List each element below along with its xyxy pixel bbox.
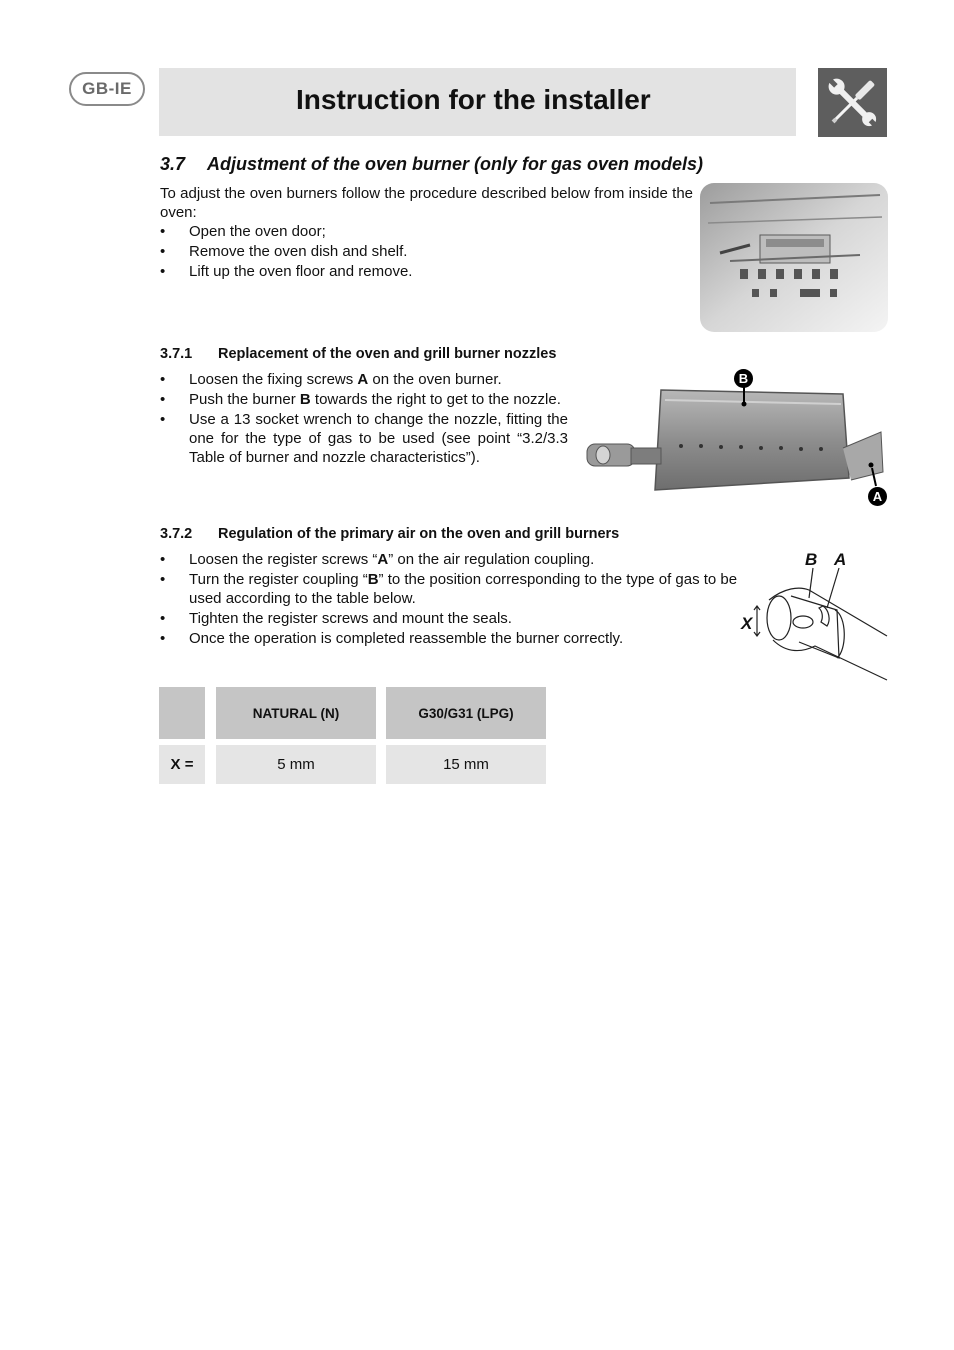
- section-intro-block: [160, 184, 693, 282]
- section-heading: [160, 154, 703, 175]
- diagram-label-a: A: [834, 550, 847, 569]
- table-header-cell: G30/G31 (LPG): [386, 687, 546, 739]
- list-item: • Tighten the register screws and mount the seals.: [160, 609, 742, 628]
- list-item: • Lift up the oven floor and remove.: [160, 262, 693, 281]
- list-item: • Turn the register coupling “B” to the position corresponding to the type of gas to be used according to the table below.: [160, 570, 742, 608]
- list-item: • Remove the oven dish and shelf.: [160, 242, 693, 261]
- callout-b: B: [734, 369, 753, 388]
- subsection-heading-3-7-1: [160, 346, 556, 362]
- section-title: Adjustment of the oven burner (only for gas oven models): [207, 154, 704, 174]
- subsection-number: 3.7.1: [160, 346, 193, 362]
- table-cell: 5 mm: [216, 745, 376, 784]
- list-item: • Open the oven door;: [160, 222, 693, 241]
- section-intro: To adjust the oven burners follow the procedure described below from inside the oven:: [160, 185, 693, 221]
- table-header-cell: NATURAL (N): [216, 687, 376, 739]
- nozzle-replacement-steps: [160, 370, 568, 468]
- diagram-label-b: B: [805, 550, 818, 569]
- language-badge: [69, 72, 145, 106]
- list-item: • Loosen the register screws “A” on the air regulation coupling.: [160, 550, 742, 569]
- list-item: • Loosen the fixing screws A on the oven burner.: [160, 370, 568, 389]
- list-item: • Once the operation is completed reassemble the burner correctly.: [160, 629, 742, 648]
- page-title: Instruction for the installer: [296, 84, 651, 115]
- subsection-title: Replacement of the oven and grill burner nozzles: [218, 346, 557, 362]
- subsection-number: 3.7.2: [160, 526, 193, 542]
- wrench-screwdriver-icon: [818, 68, 887, 137]
- primary-air-steps: [160, 550, 742, 649]
- diagram-label-x: X: [741, 614, 753, 633]
- oven-burner-photo: [581, 368, 888, 508]
- oven-interior-photo: [700, 183, 888, 332]
- table-header-cell: [159, 687, 205, 739]
- air-coupling-diagram: [739, 550, 889, 686]
- list-item: • Push the burner B towards the right to get to the nozzle.: [160, 390, 568, 409]
- section-steps: [160, 222, 693, 281]
- section-number: 3.7: [160, 154, 186, 174]
- language-badge-label: GB-IE: [82, 79, 132, 98]
- table-cell: 15 mm: [386, 745, 546, 784]
- callout-a: A: [868, 487, 887, 506]
- subsection-title: Regulation of the primary air on the oven and grill burners: [218, 526, 620, 542]
- table-row-label: X =: [159, 745, 205, 784]
- list-item: • Use a 13 socket wrench to change the nozzle, fitting the one for the type of gas to be used (see point “3.2/3.3 Table of burner and nozzle characteristics”).: [160, 410, 568, 467]
- subsection-heading-3-7-2: [160, 526, 619, 542]
